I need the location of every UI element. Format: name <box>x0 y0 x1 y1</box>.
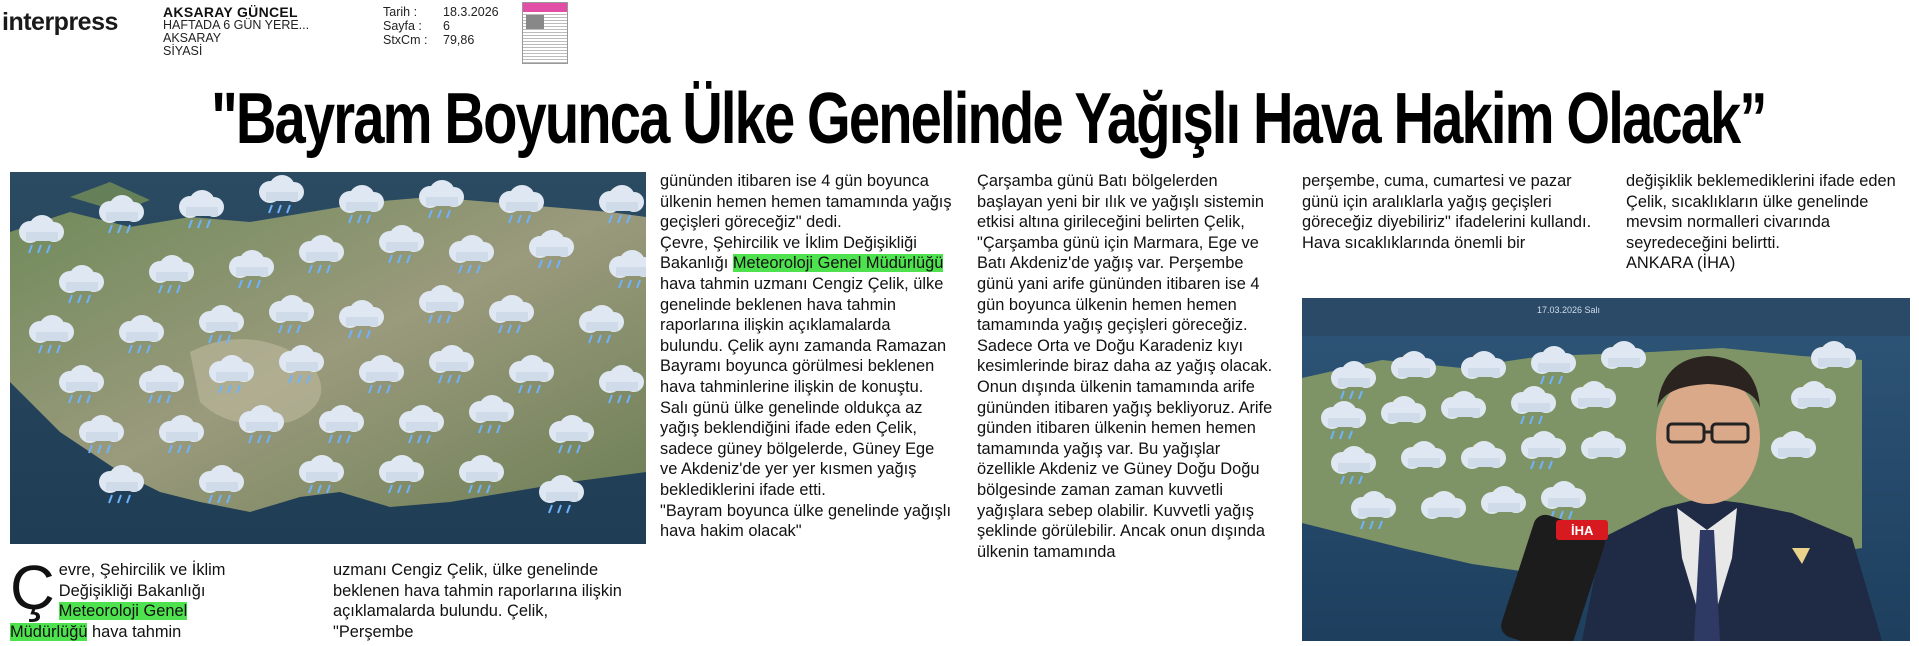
article-column-4 <box>977 171 1277 562</box>
column-5-paragraph-2: Hava sıcaklıklarında önemli bir <box>1302 233 1526 252</box>
highlighted-keyword: Meteoroloji Genel Müdürlüğü <box>732 254 944 273</box>
thumbnail-masthead <box>523 3 567 12</box>
iha-badge: İHA <box>1571 523 1594 538</box>
article-headline: "Bayram Boyunca Ülke Genelinde Yağışlı Hava Hakim Olacak” <box>211 79 1766 159</box>
page-thumbnail[interactable] <box>522 2 568 64</box>
column-6-dateline: ANKARA (İHA) <box>1626 254 1736 273</box>
column-6-paragraph-1: değişiklik beklemediklerini ifade eden Çelik, sıcaklıkların ülke genelinde mevsim normalleri civarında seyredeceğini belirtti. <box>1626 172 1896 252</box>
tv-interview-photo <box>1302 298 1910 641</box>
article-column-1 <box>10 554 260 642</box>
highlighted-keyword: Meteoroloji Genel Müdürlüğü <box>10 602 188 641</box>
column-1-paragraph <box>10 554 260 642</box>
date-value: 18.3.2026 <box>443 5 499 19</box>
article-column-2 <box>333 560 623 642</box>
thumbnail-image <box>526 15 544 29</box>
clipping-meta <box>383 5 499 47</box>
publication-frequency: HAFTADA 6 GÜN YERE... <box>163 18 310 32</box>
stxcm-value: 79,86 <box>443 33 475 47</box>
drop-cap: Ç <box>10 554 55 623</box>
article-column-3 <box>660 171 952 542</box>
column-2-paragraph: uzmanı Cengiz Çelik, ülke genelinde beklenen hava tahmin raporlarına ilişkin açıklamalarda bulundu. Çelik, "Perşembe <box>333 561 622 641</box>
weather-map-photo <box>10 172 646 544</box>
column-3-paragraph-3: Salı günü ülke genelinde oldukça az yağış beklendiğini ifade eden Çelik, sadece güney bölgelerde, Güney Ege ve Akdeniz'de yer yer kısmen yağış beklediklerini ifade etti. <box>660 398 935 499</box>
column-5-paragraph-1: perşembe, cuma, cumartesi ve pazar günü için aralıklarla yağış geçişleri göreceğiz diyebiliriz" ifadelerini kullandı. <box>1302 172 1592 232</box>
page-label: Sayfa : <box>383 19 422 33</box>
column-1-text-b: hava tahmin <box>87 622 182 641</box>
turkey-weather-map <box>10 172 646 544</box>
date-label: Tarih : <box>383 5 418 19</box>
column-3-paragraph-1: gününden itibaren ise 4 gün boyunca ülkenin hemen hemen tamamında yağış geçişleri göreceğiz" dedi. <box>660 172 952 232</box>
publication-city: AKSARAY <box>163 31 222 45</box>
publication-info <box>163 6 309 58</box>
column-3-text-b: hava tahmin uzmanı Cengiz Çelik, ülke genelinde beklenen hava tahmin raporlarına ilişkin açıklamalarda bulundu. Çelik aynı zamanda Ramazan Bayramı boyunca görülmesi beklenen hava tahminlerine ilişkin de konuştu. <box>660 274 947 396</box>
column-3-subheading: "Bayram boyunca ülke genelinde yağışlı hava hakim olacak" <box>660 501 952 541</box>
column-3-text-a: Çevre, Şehircilik ve İklim Değişikliği Bakanlığı <box>660 233 917 273</box>
tv-banner-text: 17.03.2026 Salı <box>1537 305 1601 315</box>
clipping-header <box>0 0 1919 78</box>
publication-category: SİYASİ <box>163 44 203 58</box>
interpress-logo: interpress <box>2 8 118 36</box>
column-4-paragraph: Çarşamba günü Batı bölgelerden başlayan yeni bir ılık ve yağışlı sistemin etkisi altına girileceğini belirten Çelik, "Çarşamba günü için Marmara, Ege ve Batı Akdeniz'de yağış var. Perşembe günü yani arife gününden itibaren ise 4 gün boyunca ülkenin hemen hemen tamamında yağış geçişleri göreceğiz. Sadece Orta ve Doğu Karadeniz kıyı kesimlerinde biraz daha az yağış olacak. Onun dışında ülkenin tamamında arife gününden itibaren yağış bekliyoruz. Arife günden itibaren ülkenin hemen hemen tamamında yağış var. Bu yağışlar özellikle Akdeniz ve Güney Doğu Doğu bölgesinde zaman zaman kuvvetli yağışlara sebep olabilir. Kuvvetli yağış şeklinde görülebilir. Ancak onun dışında ülkenin tamamında <box>977 172 1273 561</box>
article-column-5 <box>1302 171 1592 253</box>
column-3-paragraph-2 <box>660 233 952 398</box>
article-column-6 <box>1626 171 1916 274</box>
stxcm-label: StxCm : <box>383 33 428 47</box>
column-1-text-a: evre, Şehircilik ve İklim Değişikliği Bakanlığı <box>58 561 226 600</box>
publication-name: AKSARAY GÜNCEL <box>163 4 298 20</box>
tv-interview-scene <box>1302 298 1910 641</box>
page-value: 6 <box>443 19 450 33</box>
